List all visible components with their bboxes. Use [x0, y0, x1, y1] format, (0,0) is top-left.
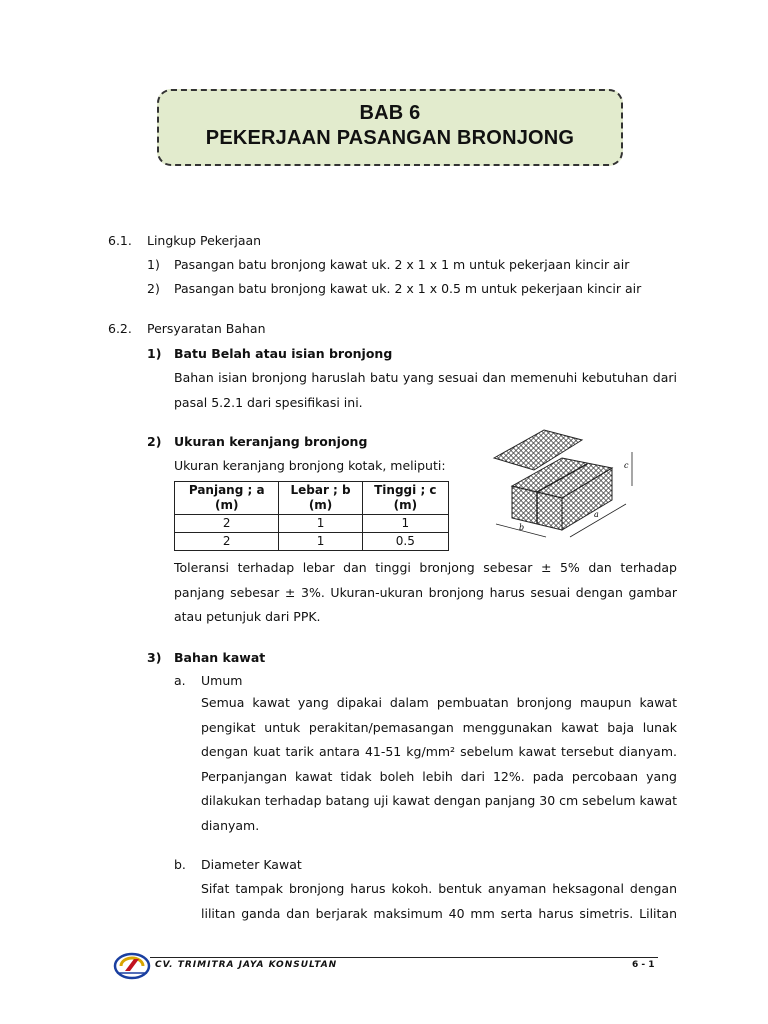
subsection-number: 1): [147, 346, 162, 361]
list-item-letter: b.: [174, 857, 186, 872]
table-cell: 2: [175, 515, 279, 533]
table-row: [175, 515, 449, 533]
paragraph-line: dianyam.: [201, 817, 260, 833]
paragraph: [174, 556, 677, 630]
paragraph-line: Semua kawat yang dipakai dalam pembuatan bronjong maupun kawat: [201, 695, 677, 710]
chapter-title: PEKERJAAN PASANGAN BRONJONG: [205, 127, 575, 149]
list-item-number: 2): [147, 281, 160, 296]
subsection-number: 3): [147, 650, 162, 665]
paragraph-line: atau petunjuk dari PPK.: [174, 609, 321, 625]
chapter-title-box: [157, 89, 623, 166]
section-title: Lingkup Pekerjaan: [147, 233, 262, 248]
footer-company-name: CV. TRIMITRA JAYA KONSULTAN: [155, 960, 338, 970]
paragraph: [174, 366, 677, 415]
subsection-title: Bahan kawat: [174, 650, 266, 665]
table-cell: 2: [175, 533, 279, 551]
paragraph-line: lilitan ganda dan berjarak maksimum 40 mm serta harus simetris. Lilitan: [201, 905, 677, 921]
table-row: [175, 533, 449, 551]
company-logo-icon: [112, 951, 152, 981]
table-cell: 1: [362, 515, 448, 533]
footer-page-number: 6 - 1: [632, 960, 655, 970]
list-item-title: Umum: [201, 673, 243, 688]
dimension-label-c: c: [624, 461, 629, 470]
paragraph-line: Sifat tampak bronjong harus kokoh. bentuk anyaman heksagonal dengan: [201, 881, 677, 896]
list-item-text: Pasangan batu bronjong kawat uk. 2 x 1 x 0.5 m untuk pekerjaan kincir air: [174, 281, 642, 296]
list-item-letter: a.: [174, 673, 186, 688]
paragraph-line: Perpanjangan kawat tidak boleh lebih dari 12%. pada percobaan yang: [201, 768, 677, 784]
paragraph-line: Bahan isian bronjong haruslah batu yang sesuai dan memenuhi kebutuhan dari: [174, 370, 677, 385]
paragraph: [201, 691, 677, 839]
gabion-basket-illustration: [486, 418, 646, 546]
paragraph-line: panjang sebesar ± 3%. Ukuran-ukuran bronjong harus sesuai dengan gambar: [174, 584, 677, 600]
dimension-label-b: b: [519, 523, 525, 532]
table-header-row: [175, 482, 449, 515]
table-cell: 1: [279, 533, 362, 551]
list-item-number: 1): [147, 257, 160, 272]
footer-rule: [150, 957, 658, 958]
table-header-cell: Lebar ; b (m): [279, 482, 362, 515]
paragraph-line: pengikat untuk perakitan/pemasangan menggunakan kawat baja lunak: [201, 719, 677, 735]
section-title: Persyaratan Bahan: [147, 321, 266, 336]
dimension-label-a: a: [594, 510, 599, 519]
paragraph-line: dengan kuat tarik antara 41-51 kg/mm² sebelum kawat tersebut dianyam.: [201, 744, 677, 760]
table-header-cell: Panjang ; a (m): [175, 482, 279, 515]
section-number: 6.1.: [108, 233, 132, 248]
table-cell: 1: [279, 515, 362, 533]
paragraph: [201, 877, 677, 926]
paragraph-line: pasal 5.2.1 dari spesifikasi ini.: [174, 394, 363, 410]
list-item-text: Pasangan batu bronjong kawat uk. 2 x 1 x 1 m untuk pekerjaan kincir air: [174, 257, 630, 272]
paragraph-line: dilakukan terhadap batang uji kawat dengan panjang 30 cm sebelum kawat: [201, 793, 678, 809]
table-header-cell: Tinggi ; c (m): [362, 482, 448, 515]
list-item-title: Diameter Kawat: [201, 857, 302, 872]
table-cell: 0.5: [362, 533, 448, 551]
section-number: 6.2.: [108, 321, 132, 336]
subsection-title: Ukuran keranjang bronjong: [174, 434, 368, 449]
paragraph-intro: Ukuran keranjang bronjong kotak, meliputi:: [174, 458, 446, 473]
subsection-number: 2): [147, 434, 162, 449]
chapter-number: BAB 6: [359, 102, 421, 124]
subsection-title: Batu Belah atau isian bronjong: [174, 346, 393, 361]
paragraph-line: Toleransi terhadap lebar dan tinggi bronjong sebesar ± 5% dan terhadap: [174, 560, 677, 575]
dimensions-table: [174, 481, 449, 551]
